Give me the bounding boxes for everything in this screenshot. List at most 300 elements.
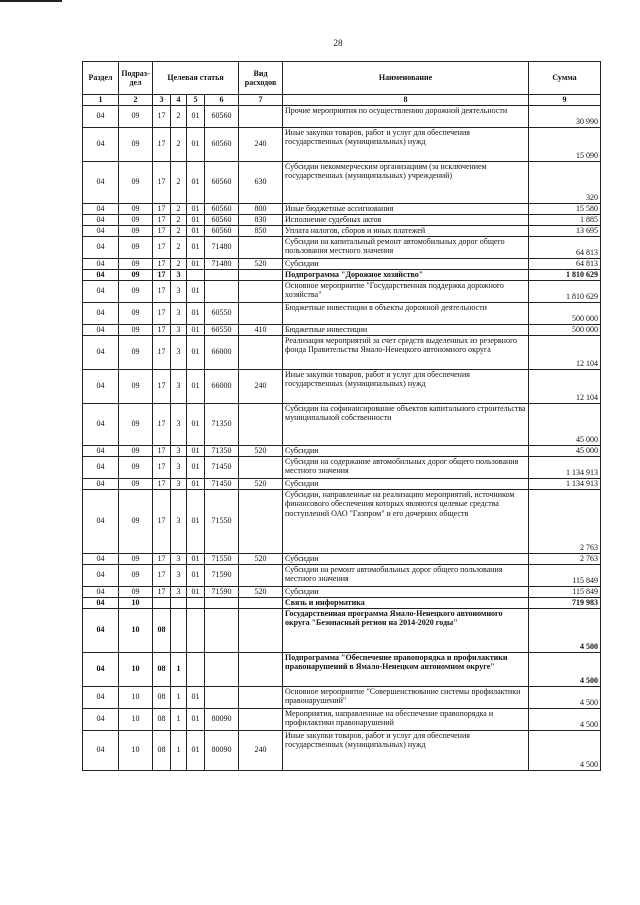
amount-cell: 1 134 913 (529, 456, 601, 478)
direction-code-cell: 80090 (205, 730, 239, 770)
amount-cell: 4 500 (529, 608, 601, 652)
activity-code-cell: 01 (187, 324, 205, 335)
activity-code-cell: 01 (187, 203, 205, 214)
direction-code-cell: 60560 (205, 214, 239, 225)
razdel-cell: 04 (83, 597, 119, 608)
podrazdel-cell: 10 (119, 686, 153, 708)
table-row (83, 269, 601, 280)
page-number: 28 (333, 38, 343, 48)
direction-code-cell (205, 280, 239, 302)
expense-type-cell: 630 (239, 161, 283, 203)
table-row (83, 730, 601, 770)
activity-code-cell: 01 (187, 708, 205, 730)
amount-cell: 12 104 (529, 369, 601, 403)
subprogram-code-cell: 3 (171, 302, 187, 324)
amount-cell: 4 500 (529, 730, 601, 770)
column-number: 1 (83, 95, 119, 106)
podrazdel-cell: 10 (119, 608, 153, 652)
header-vid: Вид расходов (239, 62, 283, 95)
expense-type-cell (239, 403, 283, 445)
expense-type-cell (239, 564, 283, 586)
expense-type-cell: 520 (239, 258, 283, 269)
table-row (83, 258, 601, 269)
subprogram-code-cell (171, 597, 187, 608)
table-row (83, 369, 601, 403)
header-razdel: Раздел (83, 62, 119, 95)
razdel-cell: 04 (83, 127, 119, 161)
subprogram-code-cell: 3 (171, 586, 187, 597)
amount-cell: 1 134 913 (529, 478, 601, 489)
razdel-cell: 04 (83, 225, 119, 236)
amount-cell: 115 849 (529, 586, 601, 597)
amount-cell: 2 763 (529, 553, 601, 564)
expense-type-cell (239, 269, 283, 280)
razdel-cell: 04 (83, 302, 119, 324)
table-row (83, 708, 601, 730)
top-rule (0, 0, 62, 2)
podrazdel-cell: 09 (119, 225, 153, 236)
item-name-cell: Иные бюджетные ассигнования (283, 203, 529, 214)
subprogram-code-cell: 2 (171, 161, 187, 203)
amount-cell: 45 000 (529, 445, 601, 456)
direction-code-cell: 66000 (205, 369, 239, 403)
program-code-cell: 17 (153, 225, 171, 236)
podrazdel-cell: 09 (119, 214, 153, 225)
program-code-cell: 17 (153, 302, 171, 324)
activity-code-cell: 01 (187, 280, 205, 302)
subprogram-code-cell: 3 (171, 478, 187, 489)
program-code-cell: 17 (153, 586, 171, 597)
expense-type-cell: 830 (239, 214, 283, 225)
direction-code-cell: 71450 (205, 456, 239, 478)
subprogram-code-cell: 3 (171, 445, 187, 456)
razdel-cell: 04 (83, 445, 119, 456)
expense-type-cell: 520 (239, 478, 283, 489)
table-row (83, 214, 601, 225)
item-name-cell: Подпрограмма "Дорожное хозяйство" (283, 269, 529, 280)
item-name-cell: Субсидии на софинансирование объектов капитального строительства муниципальной собственности (283, 403, 529, 445)
expense-type-cell (239, 456, 283, 478)
program-code-cell: 17 (153, 369, 171, 403)
podrazdel-cell: 09 (119, 105, 153, 127)
activity-code-cell (187, 608, 205, 652)
amount-cell: 1 810 629 (529, 269, 601, 280)
razdel-cell: 04 (83, 105, 119, 127)
item-name-cell: Субсидии (283, 586, 529, 597)
item-name-cell: Исполнение судебных актов (283, 214, 529, 225)
header-podrazdel: Подраз-дел (119, 62, 153, 95)
activity-code-cell: 01 (187, 105, 205, 127)
table-row (83, 564, 601, 586)
razdel-cell: 04 (83, 478, 119, 489)
activity-code-cell: 01 (187, 564, 205, 586)
direction-code-cell (205, 597, 239, 608)
podrazdel-cell: 09 (119, 335, 153, 369)
expense-type-cell: 800 (239, 203, 283, 214)
podrazdel-cell: 10 (119, 708, 153, 730)
activity-code-cell: 01 (187, 586, 205, 597)
direction-code-cell (205, 652, 239, 686)
program-code-cell: 17 (153, 335, 171, 369)
subprogram-code-cell: 2 (171, 105, 187, 127)
table-row (83, 445, 601, 456)
program-code-cell: 17 (153, 214, 171, 225)
activity-code-cell: 01 (187, 225, 205, 236)
activity-code-cell: 01 (187, 730, 205, 770)
activity-code-cell: 01 (187, 127, 205, 161)
activity-code-cell: 01 (187, 236, 205, 258)
program-code-cell: 17 (153, 203, 171, 214)
table-row (83, 686, 601, 708)
direction-code-cell: 71480 (205, 236, 239, 258)
activity-code-cell (187, 652, 205, 686)
direction-code-cell: 71590 (205, 564, 239, 586)
activity-code-cell: 01 (187, 302, 205, 324)
header-celevaya: Целевая статья (153, 62, 239, 95)
subprogram-code-cell: 1 (171, 730, 187, 770)
activity-code-cell: 01 (187, 489, 205, 553)
razdel-cell: 04 (83, 335, 119, 369)
item-name-cell: Мероприятия, направленные на обеспечение правопорядка и профилактики правонарушений (283, 708, 529, 730)
program-code-cell: 17 (153, 161, 171, 203)
razdel-cell: 04 (83, 236, 119, 258)
activity-code-cell (187, 269, 205, 280)
subprogram-code-cell: 3 (171, 564, 187, 586)
item-name-cell: Иные закупки товаров, работ и услуг для обеспечения государственных (муниципальных) нужд (283, 730, 529, 770)
item-name-cell: Бюджетные инвестиции (283, 324, 529, 335)
subprogram-code-cell: 2 (171, 258, 187, 269)
podrazdel-cell: 10 (119, 730, 153, 770)
program-code-cell (153, 597, 171, 608)
item-name-cell: Иные закупки товаров, работ и услуг для обеспечения государственных (муниципальных) нужд (283, 127, 529, 161)
table-row (83, 586, 601, 597)
item-name-cell: Субсидии (283, 258, 529, 269)
table-row (83, 280, 601, 302)
item-name-cell: Связь и информатика (283, 597, 529, 608)
program-code-cell: 17 (153, 553, 171, 564)
subprogram-code-cell: 1 (171, 708, 187, 730)
column-number: 9 (529, 95, 601, 106)
razdel-cell: 04 (83, 258, 119, 269)
podrazdel-cell: 09 (119, 280, 153, 302)
program-code-cell: 17 (153, 105, 171, 127)
table-row (83, 597, 601, 608)
amount-cell: 500 000 (529, 324, 601, 335)
amount-cell: 15 580 (529, 203, 601, 214)
amount-cell: 4 500 (529, 686, 601, 708)
subprogram-code-cell: 2 (171, 214, 187, 225)
program-code-cell: 08 (153, 686, 171, 708)
expense-type-cell: 410 (239, 324, 283, 335)
table-row (83, 652, 601, 686)
column-number: 2 (119, 95, 153, 106)
razdel-cell: 04 (83, 203, 119, 214)
subprogram-code-cell: 3 (171, 403, 187, 445)
amount-cell: 1 885 (529, 214, 601, 225)
table-row (83, 225, 601, 236)
table-row (83, 403, 601, 445)
column-number: 4 (171, 95, 187, 106)
razdel-cell: 04 (83, 161, 119, 203)
expense-type-cell: 520 (239, 445, 283, 456)
expense-type-cell: 240 (239, 127, 283, 161)
table-row (83, 105, 601, 127)
amount-cell: 30 990 (529, 105, 601, 127)
subprogram-code-cell: 3 (171, 324, 187, 335)
amount-cell: 2 763 (529, 489, 601, 553)
activity-code-cell: 01 (187, 445, 205, 456)
column-number: 3 (153, 95, 171, 106)
direction-code-cell: 71550 (205, 489, 239, 553)
item-name-cell: Основное мероприятие "Государственная поддержка дорожного хозяйства" (283, 280, 529, 302)
razdel-cell: 04 (83, 214, 119, 225)
activity-code-cell: 01 (187, 478, 205, 489)
direction-code-cell: 71350 (205, 403, 239, 445)
item-name-cell: Иные закупки товаров, работ и услуг для обеспечения государственных (муниципальных) нужд (283, 369, 529, 403)
activity-code-cell: 01 (187, 161, 205, 203)
podrazdel-cell: 10 (119, 597, 153, 608)
razdel-cell: 04 (83, 324, 119, 335)
expense-type-cell (239, 335, 283, 369)
header-summa: Сумма (529, 62, 601, 95)
expense-type-cell (239, 597, 283, 608)
amount-cell: 45 000 (529, 403, 601, 445)
podrazdel-cell: 09 (119, 236, 153, 258)
podrazdel-cell: 09 (119, 478, 153, 489)
item-name-cell: Основное мероприятие "Совершенствование системы профилактики правонарушений" (283, 686, 529, 708)
expense-type-cell (239, 280, 283, 302)
item-name-cell: Субсидии (283, 478, 529, 489)
subprogram-code-cell: 2 (171, 203, 187, 214)
amount-cell: 719 983 (529, 597, 601, 608)
item-name-cell: Подпрограмма "Обеспечение правопорядка и профилактики правонарушений в Ямало-Ненецком автономном округе" (283, 652, 529, 686)
item-name-cell: Прочие мероприятия по осуществлению дорожной деятельности (283, 105, 529, 127)
direction-code-cell: 71590 (205, 586, 239, 597)
subprogram-code-cell: 3 (171, 489, 187, 553)
amount-cell: 12 104 (529, 335, 601, 369)
razdel-cell: 04 (83, 730, 119, 770)
podrazdel-cell: 09 (119, 161, 153, 203)
amount-cell: 115 849 (529, 564, 601, 586)
direction-code-cell (205, 608, 239, 652)
razdel-cell: 04 (83, 369, 119, 403)
budget-table (82, 61, 601, 771)
expense-type-cell: 850 (239, 225, 283, 236)
razdel-cell: 04 (83, 652, 119, 686)
column-number: 8 (283, 95, 529, 106)
activity-code-cell: 01 (187, 335, 205, 369)
table-row (83, 302, 601, 324)
razdel-cell: 04 (83, 708, 119, 730)
direction-code-cell: 60550 (205, 302, 239, 324)
podrazdel-cell: 09 (119, 269, 153, 280)
razdel-cell: 04 (83, 608, 119, 652)
amount-cell: 13 695 (529, 225, 601, 236)
podrazdel-cell: 09 (119, 456, 153, 478)
table-row (83, 335, 601, 369)
item-name-cell: Субсидии (283, 445, 529, 456)
activity-code-cell: 01 (187, 553, 205, 564)
podrazdel-cell: 09 (119, 302, 153, 324)
amount-cell: 15 090 (529, 127, 601, 161)
column-number: 7 (239, 95, 283, 106)
direction-code-cell: 66000 (205, 335, 239, 369)
amount-cell: 500 000 (529, 302, 601, 324)
razdel-cell: 04 (83, 269, 119, 280)
podrazdel-cell: 09 (119, 586, 153, 597)
program-code-cell: 17 (153, 236, 171, 258)
razdel-cell: 04 (83, 553, 119, 564)
razdel-cell: 04 (83, 280, 119, 302)
expense-type-cell: 520 (239, 586, 283, 597)
razdel-cell: 04 (83, 564, 119, 586)
podrazdel-cell: 09 (119, 127, 153, 161)
table-row (83, 489, 601, 553)
program-code-cell: 17 (153, 324, 171, 335)
program-code-cell: 17 (153, 403, 171, 445)
direction-code-cell: 60560 (205, 127, 239, 161)
item-name-cell: Государственная программа Ямало-Ненецкого автономного округа "Безопасный регион на 2014-2020 годы" (283, 608, 529, 652)
table-row (83, 324, 601, 335)
item-name-cell: Реализация мероприятий за счет средств выделенных из резервного фонда Правительства Ямало-Ненецкого автономного округа (283, 335, 529, 369)
column-number-row (83, 95, 601, 106)
program-code-cell: 08 (153, 708, 171, 730)
item-name-cell: Субсидии некоммерческим организациям (за исключением государственных (муниципальных) учреждений) (283, 161, 529, 203)
podrazdel-cell: 09 (119, 203, 153, 214)
activity-code-cell (187, 597, 205, 608)
direction-code-cell: 71550 (205, 553, 239, 564)
expense-type-cell (239, 708, 283, 730)
program-code-cell: 17 (153, 269, 171, 280)
item-name-cell: Бюджетные инвестиции в объекты дорожной деятельности (283, 302, 529, 324)
subprogram-code-cell: 1 (171, 686, 187, 708)
item-name-cell: Субсидии на содержание автомобильных дорог общего пользования местного значения (283, 456, 529, 478)
direction-code-cell: 60550 (205, 324, 239, 335)
razdel-cell: 04 (83, 456, 119, 478)
expense-type-cell (239, 608, 283, 652)
subprogram-code-cell: 3 (171, 280, 187, 302)
subprogram-code-cell: 2 (171, 225, 187, 236)
podrazdel-cell: 09 (119, 445, 153, 456)
podrazdel-cell: 09 (119, 489, 153, 553)
program-code-cell: 17 (153, 489, 171, 553)
direction-code-cell: 80090 (205, 708, 239, 730)
expense-type-cell (239, 236, 283, 258)
direction-code-cell (205, 686, 239, 708)
subprogram-code-cell: 3 (171, 369, 187, 403)
program-code-cell: 08 (153, 730, 171, 770)
column-number: 6 (205, 95, 239, 106)
subprogram-code-cell (171, 608, 187, 652)
expense-type-cell (239, 686, 283, 708)
table-row (83, 608, 601, 652)
program-code-cell: 08 (153, 608, 171, 652)
subprogram-code-cell: 3 (171, 456, 187, 478)
program-code-cell: 17 (153, 478, 171, 489)
table-row (83, 456, 601, 478)
podrazdel-cell: 09 (119, 324, 153, 335)
amount-cell: 1 810 629 (529, 280, 601, 302)
header-row (83, 62, 601, 95)
razdel-cell: 04 (83, 686, 119, 708)
amount-cell: 4 500 (529, 708, 601, 730)
activity-code-cell: 01 (187, 369, 205, 403)
program-code-cell: 17 (153, 445, 171, 456)
amount-cell: 4 500 (529, 652, 601, 686)
item-name-cell: Субсидии (283, 553, 529, 564)
direction-code-cell: 60560 (205, 225, 239, 236)
program-code-cell: 08 (153, 652, 171, 686)
item-name-cell: Субсидии на ремонт автомобильных дорог общего пользования местного значения (283, 564, 529, 586)
razdel-cell: 04 (83, 403, 119, 445)
table-row (83, 161, 601, 203)
expense-type-cell: 520 (239, 553, 283, 564)
program-code-cell: 17 (153, 564, 171, 586)
item-name-cell: Субсидии, направленные на реализацию мероприятий, источником финансового обеспечения которых являются целевые средства поступлений ОАО "Газпром" и его дочерних обществ (283, 489, 529, 553)
subprogram-code-cell: 3 (171, 269, 187, 280)
table-row (83, 236, 601, 258)
direction-code-cell: 60560 (205, 105, 239, 127)
table-row (83, 553, 601, 564)
program-code-cell: 17 (153, 456, 171, 478)
expense-type-cell: 240 (239, 730, 283, 770)
subprogram-code-cell: 2 (171, 236, 187, 258)
table-row (83, 203, 601, 214)
activity-code-cell: 01 (187, 403, 205, 445)
podrazdel-cell: 09 (119, 564, 153, 586)
item-name-cell: Уплата налогов, сборов и иных платежей (283, 225, 529, 236)
podrazdel-cell: 10 (119, 652, 153, 686)
expense-type-cell (239, 489, 283, 553)
direction-code-cell: 71480 (205, 258, 239, 269)
amount-cell: 64 813 (529, 258, 601, 269)
podrazdel-cell: 09 (119, 403, 153, 445)
subprogram-code-cell: 3 (171, 335, 187, 369)
direction-code-cell (205, 269, 239, 280)
razdel-cell: 04 (83, 489, 119, 553)
table-row (83, 478, 601, 489)
expense-type-cell (239, 105, 283, 127)
direction-code-cell: 60560 (205, 203, 239, 214)
amount-cell: 64 813 (529, 236, 601, 258)
column-number: 5 (187, 95, 205, 106)
podrazdel-cell: 09 (119, 553, 153, 564)
program-code-cell: 17 (153, 280, 171, 302)
direction-code-cell: 71350 (205, 445, 239, 456)
expense-type-cell (239, 302, 283, 324)
subprogram-code-cell: 2 (171, 127, 187, 161)
activity-code-cell: 01 (187, 214, 205, 225)
activity-code-cell: 01 (187, 456, 205, 478)
activity-code-cell: 01 (187, 686, 205, 708)
razdel-cell: 04 (83, 586, 119, 597)
expense-type-cell: 240 (239, 369, 283, 403)
direction-code-cell: 71450 (205, 478, 239, 489)
table-row (83, 127, 601, 161)
item-name-cell: Субсидии на капитальный ремонт автомобильных дорог общего пользования местного значения (283, 236, 529, 258)
header-name: Наименование (283, 62, 529, 95)
program-code-cell: 17 (153, 258, 171, 269)
program-code-cell: 17 (153, 127, 171, 161)
expense-type-cell (239, 652, 283, 686)
subprogram-code-cell: 1 (171, 652, 187, 686)
podrazdel-cell: 09 (119, 369, 153, 403)
activity-code-cell: 01 (187, 258, 205, 269)
amount-cell: 320 (529, 161, 601, 203)
subprogram-code-cell: 3 (171, 553, 187, 564)
direction-code-cell: 60560 (205, 161, 239, 203)
podrazdel-cell: 09 (119, 258, 153, 269)
